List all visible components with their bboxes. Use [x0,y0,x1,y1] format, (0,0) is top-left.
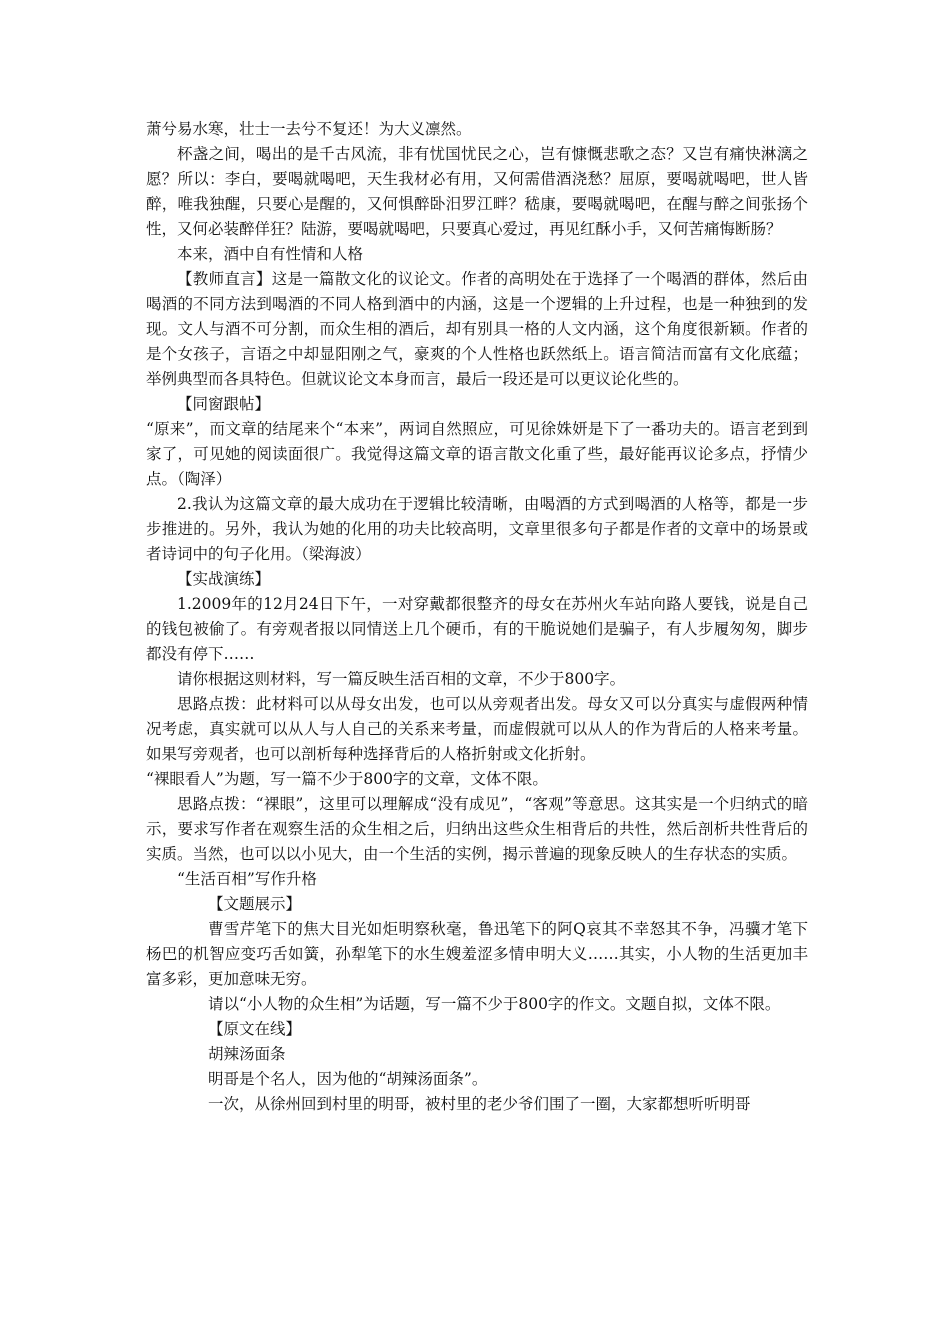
section-heading-original: 【原文在线】 [208,1020,302,1038]
topic-prompt: 请以“小人物的众生相”为话题，写一篇不少于800字的作文。文题自拟，文体不限。 [208,995,781,1013]
practice-hint-2: 思路点拨：“裸眼”，这里可以理解成“没有成见”，“客观”等意思。这其实是一个归纳式的暗示，要求写作者在观察生活的众生相之后，归纳出这些众生相背后的共性，然后剖析共性背后的实质。当然，也可以以小见大，由一个生活的实例，揭示普遍的现象反映人的生存状态的实质。 [146,795,808,863]
paragraph-1: 萧兮易水寒，壮士一去兮不复还！为大义凛然。 [146,120,472,138]
document-body [146,117,808,1117]
practice-hint-1: 思路点拨：此材料可以从母女出发，也可以从旁观者出发。母女又可以分真实与虚假两种情况考虑，真实就可以从人与人自己的关系来考量，而虚假就可以从人的作为背后的人格来考量。如果写旁观者，也可以剖析每种选择背后的人格折射或文化折射。 [146,695,808,763]
paragraph-3: 本来，酒中自有性情和人格 [177,245,364,263]
section-heading-practice: 【实战演练】 [177,570,271,588]
section-heading-classmates: 【同窗跟帖】 [177,395,271,413]
section-heading-topic: 【文题展示】 [208,895,302,913]
paragraph-2: 杯盏之间，喝出的是千古风流，非有忧国忧民之心，岂有慷慨悲歌之态？又岂有痛快淋漓之愿？所以：李白，要喝就喝吧，天生我材必有用，又何需借酒浇愁？屈原，要喝就喝吧，世人皆醉，唯我独醒，只要心是醒的，又何惧醉卧汨罗江畔？嵇康，要喝就喝吧，在醒与醉之间张扬个性，又何必装醉佯狂？陆游，要喝就喝吧，只要真心爱过，再见红酥小手，又何苦痛悔断肠？ [146,145,808,238]
teacher-comment: 【教师直言】这是一篇散文化的议论文。作者的高明处在于选择了一个喝酒的群体，然后由喝酒的不同方法到喝酒的不同人格到酒中的内涵，这是一个逻辑的上升过程，也是一种独到的发现。文人与酒不可分割，而众生相的酒后，却有别具一格的人文内涵，这个角度很新颖。作者的是个女孩子，言语之中却显阳刚之气，豪爽的个人性格也跃然纸上。语言简洁而富有文化底蕴；举例典型而各具特色。但就议论文本身而言，最后一段还是可以更议论化些的。 [146,270,808,388]
practice-prompt: 请你根据这则材料，写一篇反映生活百相的文章，不少于800字。 [177,670,626,688]
essay-title: 胡辣汤面条 [208,1045,286,1063]
classmate-comment-2: 2.我认为这篇文章的最大成功在于逻辑比较清晰，由喝酒的方式到喝酒的人格等，都是一步步推进的。另外，我认为她的化用的功夫比较高明，文章里很多句子都是作者的文章中的场景或者诗词中的句子化用。（梁海波） [146,495,808,563]
essay-paragraph-1: 明哥是个名人，因为他的“胡辣汤面条”。 [208,1070,488,1088]
topic-text: 曹雪芹笔下的焦大目光如炬明察秋毫，鲁迅笔下的阿Q哀其不幸怒其不争，冯骥才笔下杨巴的机智应变巧舌如簧，孙犁笔下的水生嫂羞涩多情申明大义……其实，小人物的生活更加丰富多彩，更加意味无穷。 [146,920,808,988]
classmate-comment-1: “原来”，而文章的结尾来个“本来”，两词自然照应，可见徐姝妍是下了一番功夫的。语言老到到家了，可见她的阅读面很广。我觉得这篇文章的语言散文化重了些，最好能再议论多点，抒情少点。（陶泽） [146,420,808,488]
practice-prompt-2: “裸眼看人”为题，写一篇不少于800字的文章，文体不限。 [146,770,548,788]
essay-paragraph-2: 一次，从徐州回到村里的明哥，被村里的老少爷们围了一圈，大家都想听听明哥 [208,1095,751,1113]
practice-material: 1.2009年的12月24日下午，一对穿戴都很整齐的母女在苏州火车站向路人要钱，说是自己的钱包被偷了。有旁观者报以同情送上几个硬币，有的干脆说她们是骗子，有人步履匆匆，脚步都没有停下…… [146,595,808,663]
section-heading-upgrade: “生活百相”写作升格 [177,870,317,888]
